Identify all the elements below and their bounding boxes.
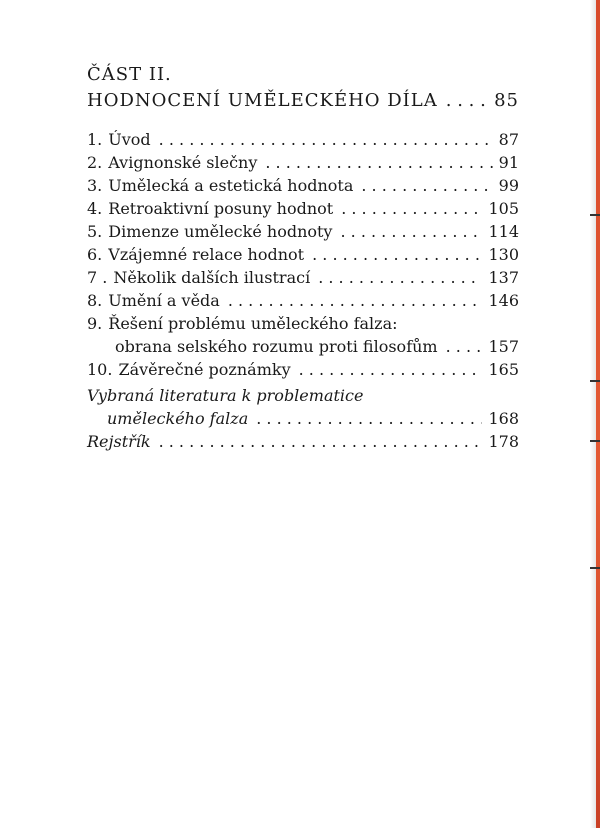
chapter-number: 7 . bbox=[87, 268, 108, 287]
appendix-list bbox=[87, 384, 519, 453]
part-title-row[interactable] bbox=[87, 90, 519, 111]
chapter-number: 3. bbox=[87, 176, 103, 195]
page-number: 99 bbox=[498, 176, 519, 195]
leader-dots bbox=[159, 430, 483, 453]
leader-dots bbox=[340, 220, 482, 243]
toc-entry[interactable] bbox=[87, 128, 519, 151]
toc-entry[interactable] bbox=[87, 174, 519, 197]
book-cover-edge bbox=[596, 0, 600, 828]
edge-mark bbox=[590, 214, 600, 216]
toc-entry[interactable] bbox=[87, 197, 519, 220]
chapter-number: 9. bbox=[87, 314, 103, 333]
leader-dots bbox=[256, 407, 482, 430]
chapter-list bbox=[87, 128, 519, 381]
page-number: 91 bbox=[498, 153, 519, 172]
page-number: 85 bbox=[494, 90, 519, 111]
page-number: 157 bbox=[488, 337, 519, 356]
toc-entry[interactable] bbox=[87, 430, 519, 453]
chapter-number: 4. bbox=[87, 199, 103, 218]
toc-entry[interactable] bbox=[87, 289, 519, 312]
leader-dots bbox=[361, 174, 492, 197]
toc-entry-first-line[interactable] bbox=[87, 384, 519, 407]
leader-dots bbox=[299, 358, 483, 381]
toc-entry-first-line[interactable] bbox=[87, 312, 519, 335]
toc-entry-continuation[interactable] bbox=[87, 335, 519, 358]
leader-dots bbox=[318, 266, 482, 289]
page-number: 114 bbox=[488, 222, 519, 241]
part-label: ČÁST II. bbox=[87, 64, 172, 85]
chapter-title: Dimenze umělecké hodnoty bbox=[108, 222, 333, 241]
page-number: 105 bbox=[488, 199, 519, 218]
chapter-title: Umění a věda bbox=[108, 291, 220, 310]
chapter-number: 10. bbox=[87, 360, 113, 379]
page-number: 130 bbox=[488, 245, 519, 264]
page-number: 146 bbox=[488, 291, 519, 310]
leader-dots bbox=[159, 128, 493, 151]
toc-entry[interactable] bbox=[87, 243, 519, 266]
appendix-title: Rejstřík bbox=[87, 432, 151, 451]
chapter-title: Úvod bbox=[108, 130, 151, 149]
chapter-number: 1. bbox=[87, 130, 103, 149]
chapter-number: 8. bbox=[87, 291, 103, 310]
chapter-title: Avignonské slečny bbox=[108, 153, 258, 172]
page-number: 165 bbox=[488, 360, 519, 379]
part-title: HODNOCENÍ UMĚLECKÉHO DÍLA bbox=[87, 90, 438, 111]
chapter-number: 2. bbox=[87, 153, 103, 172]
leader-dots bbox=[446, 335, 483, 358]
chapter-title: Řešení problému uměleckého falza: bbox=[108, 314, 398, 333]
chapter-title: Několik dalších ilustrací bbox=[113, 268, 311, 287]
chapter-title: Umělecká a estetická hodnota bbox=[108, 176, 354, 195]
leader-dots bbox=[446, 90, 488, 111]
edge-mark bbox=[590, 567, 600, 569]
leader-dots bbox=[265, 151, 492, 174]
chapter-title: Vzájemné relace hodnot bbox=[108, 245, 305, 264]
page-number: 137 bbox=[488, 268, 519, 287]
leader-dots bbox=[312, 243, 482, 266]
page-number: 178 bbox=[488, 432, 519, 451]
leader-dots bbox=[341, 197, 482, 220]
chapter-number: 5. bbox=[87, 222, 103, 241]
appendix-title-continuation: uměleckého falza bbox=[107, 409, 249, 428]
toc-entry[interactable] bbox=[87, 220, 519, 243]
leader-dots bbox=[228, 289, 483, 312]
toc-entry-continuation[interactable] bbox=[87, 407, 519, 430]
edge-mark bbox=[590, 440, 600, 442]
chapter-title: Závěrečné poznámky bbox=[118, 360, 291, 379]
appendix-title: Vybraná literatura k problematice bbox=[87, 386, 364, 405]
toc-entry[interactable] bbox=[87, 151, 519, 174]
toc-entry[interactable] bbox=[87, 266, 519, 289]
toc-entry[interactable] bbox=[87, 358, 519, 381]
chapter-number: 6. bbox=[87, 245, 103, 264]
page-number: 87 bbox=[498, 130, 519, 149]
page-number: 168 bbox=[488, 409, 519, 428]
chapter-title-continuation: obrana selského rozumu proti filosofům bbox=[115, 337, 438, 356]
edge-mark bbox=[590, 380, 600, 382]
chapter-title: Retroaktivní posuny hodnot bbox=[108, 199, 334, 218]
